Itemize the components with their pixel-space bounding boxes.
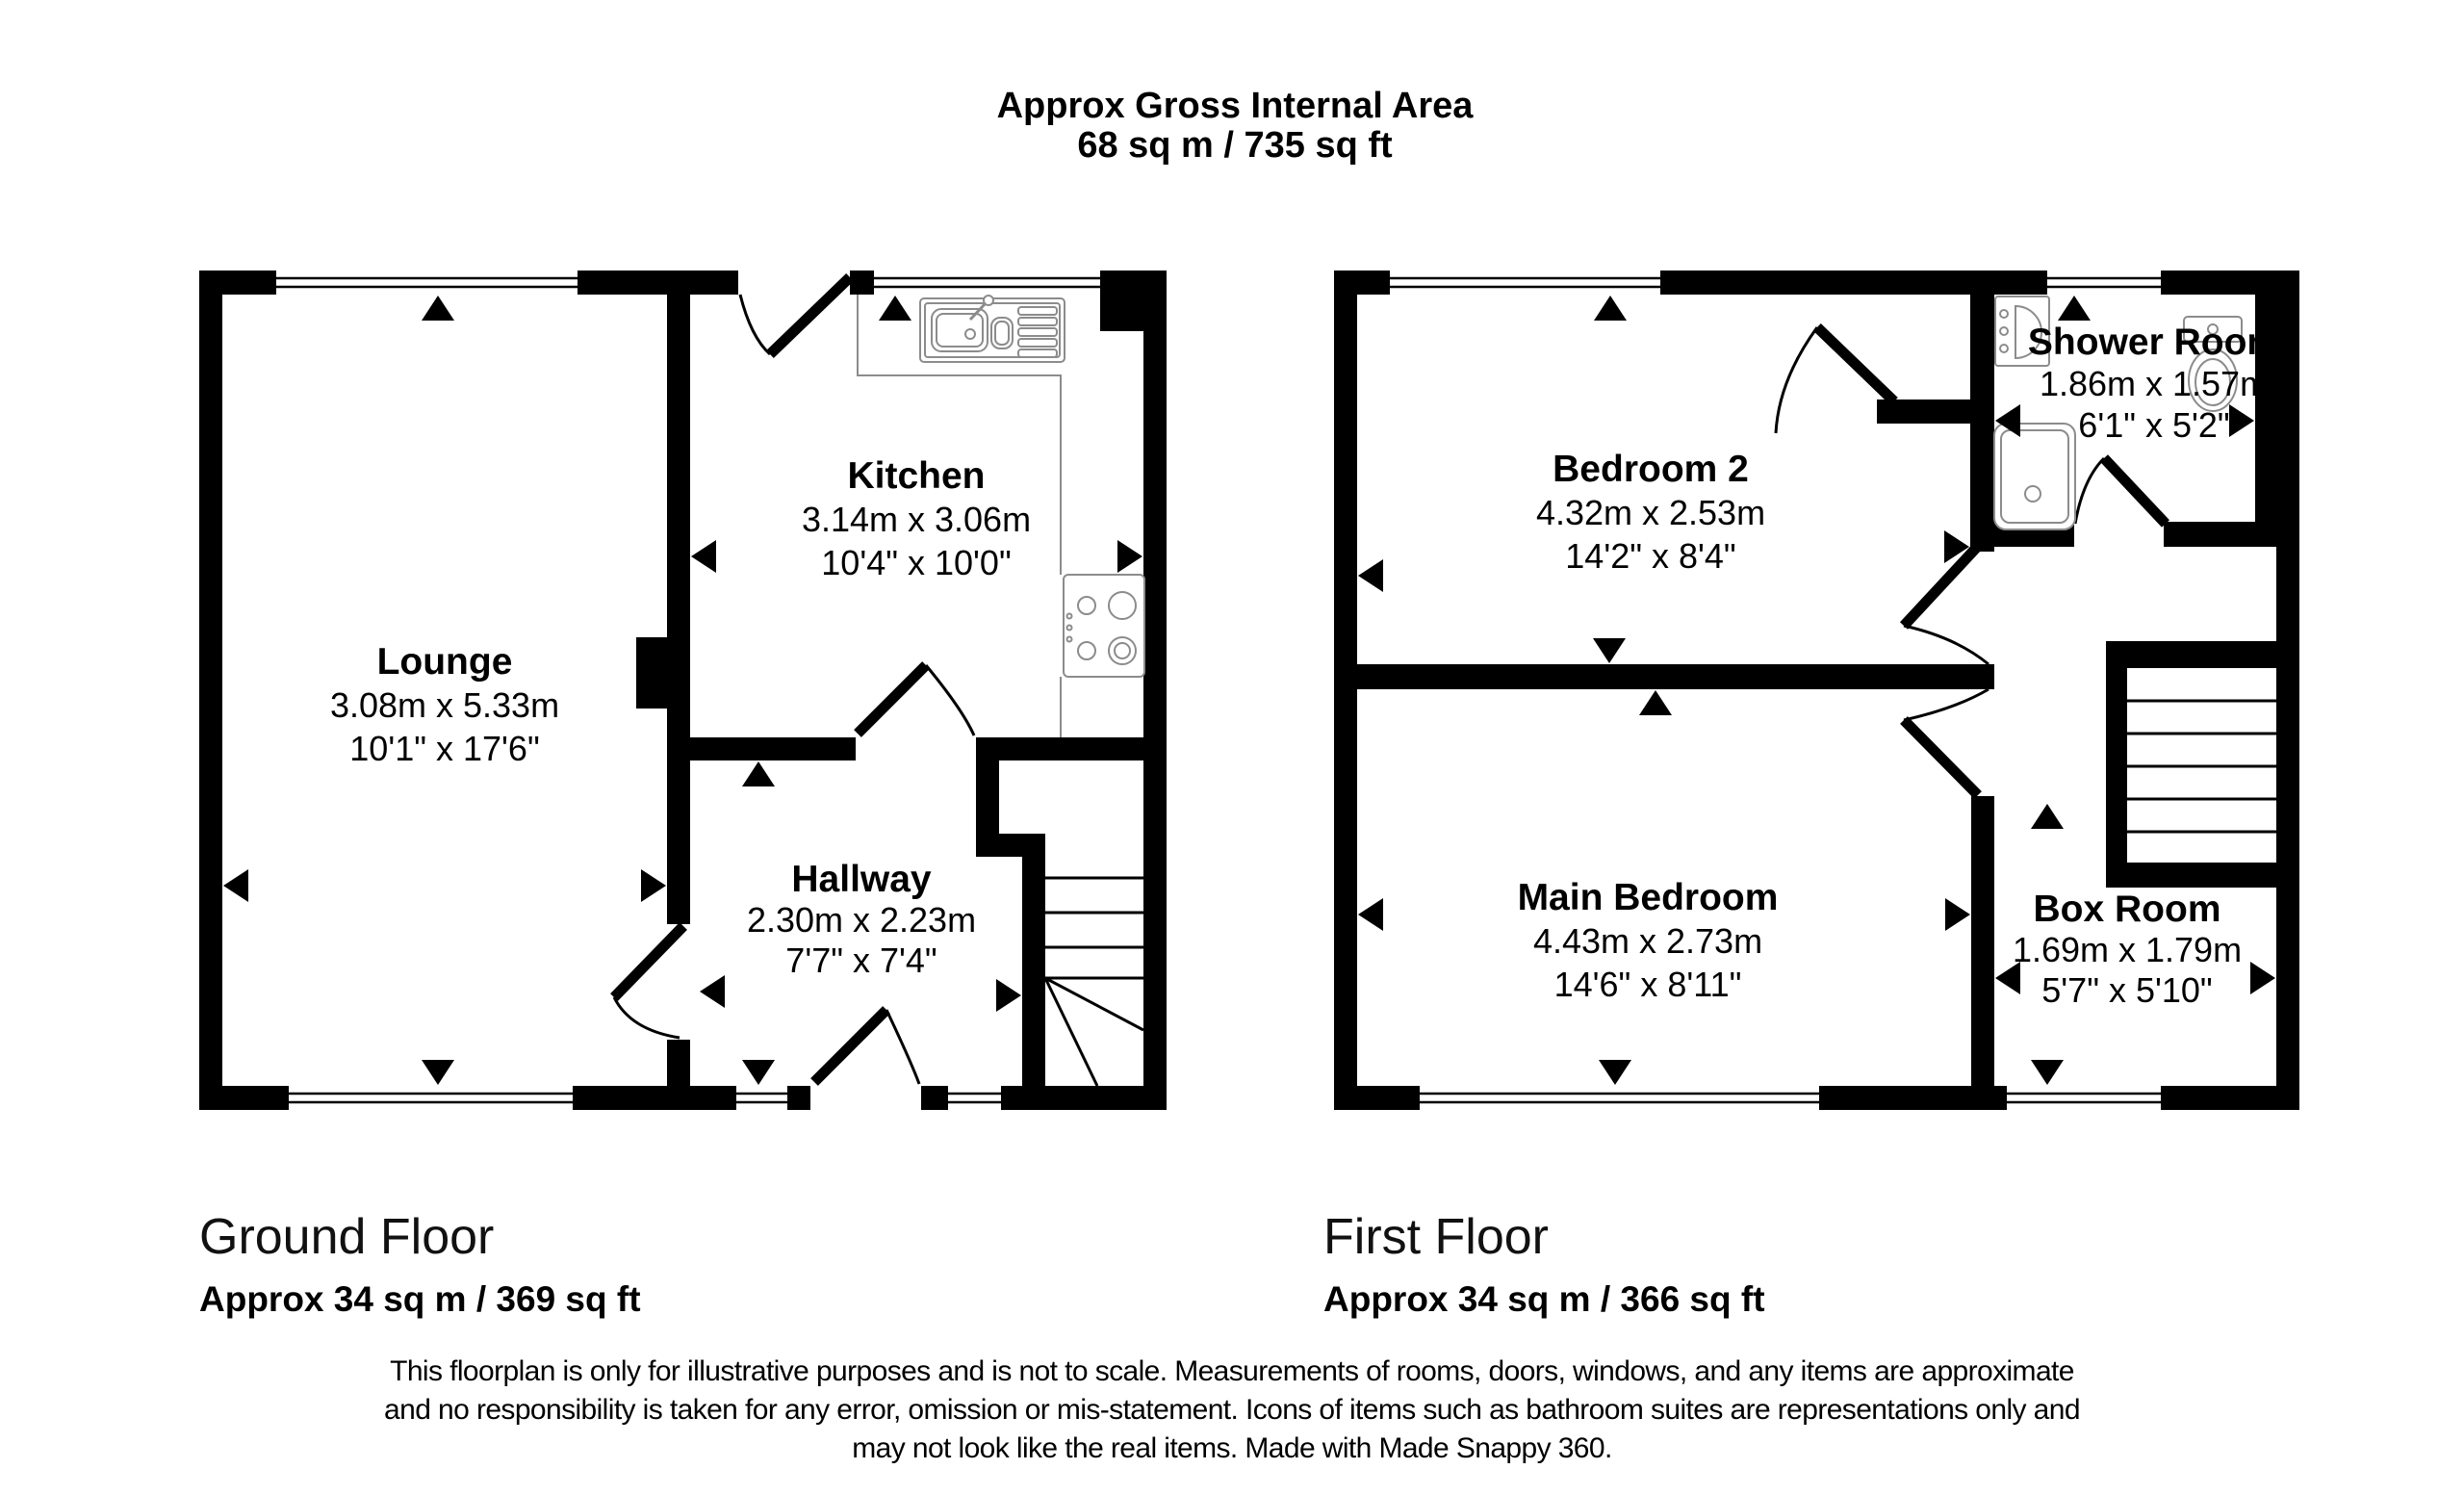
room-size-imperial: 14'6" x 8'11" [1553, 965, 1742, 1004]
hob-icon [1064, 575, 1144, 677]
room-size-imperial: 14'2" x 8'4" [1565, 536, 1736, 576]
room-label-bedroom-2 [1536, 449, 1765, 576]
room-size-imperial: 10'1" x 17'6" [349, 729, 540, 768]
room-label-box-room [2013, 889, 2242, 1010]
room-size-metric: 4.43m x 2.73m [1532, 921, 1763, 961]
window-icon [736, 1086, 787, 1110]
room-label-hallway [747, 859, 976, 980]
door-icon [810, 1010, 921, 1110]
marker-up [879, 296, 911, 321]
room-size-metric: 3.14m x 3.06m [801, 500, 1032, 539]
room-size-imperial: 5'7" x 5'10" [2041, 970, 2213, 1010]
room-size-metric: 1.69m x 1.79m [2012, 930, 2243, 969]
door-icon [738, 271, 850, 354]
room-size-imperial: 10'4" x 10'0" [821, 543, 1012, 582]
room-label-kitchen [802, 455, 1031, 582]
window-icon [1420, 1086, 1819, 1110]
marker-up [2058, 296, 2091, 321]
shower-tray-icon [1994, 424, 2075, 529]
marker-up [422, 296, 454, 321]
room-size-metric: 4.32m x 2.53m [1535, 493, 1766, 532]
door-icon [1776, 327, 1894, 433]
disclaimer-line-2: and no responsibility is taken for any error, omission or mis-statement. Icons of items such as bathroom suites are representations only and [384, 1394, 2080, 1426]
marker-left [691, 540, 716, 573]
marker-down [742, 1060, 775, 1085]
staircase-icon [2127, 701, 2276, 832]
door-icon [1904, 689, 1989, 795]
room-size-imperial: 7'7" x 7'4" [785, 941, 937, 980]
marker-right [641, 869, 666, 902]
room-name: Main Bedroom [1517, 877, 1779, 918]
ground-floor-area: Approx 34 sq m / 369 sq ft [199, 1279, 641, 1319]
window-icon [2047, 271, 2161, 295]
marker-left [1358, 559, 1383, 592]
room-name: Lounge [376, 641, 513, 683]
marker-right [996, 979, 1021, 1012]
gross-area-value: 68 sq m / 735 sq ft [1077, 125, 1393, 166]
door-icon [614, 926, 683, 1038]
room-size-metric: 2.30m x 2.23m [746, 900, 977, 940]
marker-right [2229, 404, 2254, 437]
marker-left [700, 975, 725, 1008]
room-size-metric: 3.08m x 5.33m [329, 685, 560, 725]
ground-floor-plan [199, 271, 1167, 1110]
first-floor-caption: First Floor [1323, 1209, 1549, 1265]
first-floor-plan [1334, 271, 2299, 1110]
marker-up [742, 761, 775, 786]
marker-right [1945, 898, 1970, 931]
marker-left [1358, 898, 1383, 931]
disclaimer-line-1: This floorplan is only for illustrative purposes and is not to scale. Measurements of rooms, doors, windows, and any items are approximate [390, 1355, 2074, 1387]
room-name: Bedroom 2 [1553, 449, 1749, 490]
gross-area-title: Approx Gross Internal Area [996, 86, 1474, 126]
marker-left [223, 869, 248, 902]
window-icon [2007, 1086, 2161, 1110]
window-icon [276, 271, 578, 295]
room-name: Hallway [791, 859, 932, 900]
marker-down [1599, 1060, 1631, 1085]
window-icon [874, 271, 1100, 295]
staircase-icon [1045, 878, 1143, 1086]
room-size-imperial: 6'1" x 5'2" [2078, 405, 2230, 445]
room-name: Box Room [2033, 889, 2221, 930]
room-name: Shower Room [2027, 322, 2281, 363]
room-label-main-bedroom [1518, 877, 1779, 1004]
window-icon [1390, 271, 1660, 295]
kitchen-sink-icon [920, 296, 1065, 362]
ground-floor-caption: Ground Floor [199, 1209, 495, 1265]
disclaimer [384, 1355, 2080, 1464]
first-floor-area: Approx 34 sq m / 366 sq ft [1323, 1279, 1765, 1319]
door-icon [1904, 544, 1989, 664]
marker-down [2031, 1060, 2064, 1085]
room-label-lounge [330, 641, 559, 768]
room-name: Kitchen [847, 455, 986, 497]
marker-up [1594, 296, 1627, 321]
marker-up [1639, 690, 1672, 715]
marker-down [1593, 638, 1626, 663]
window-icon [948, 1086, 1001, 1110]
disclaimer-line-3: may not look like the real items. Made with Made Snappy 360. [852, 1432, 1612, 1464]
door-icon [2075, 458, 2166, 524]
floor-captions [199, 1209, 1765, 1319]
window-icon [289, 1086, 573, 1110]
header [997, 86, 1475, 166]
room-size-metric: 1.86m x 1.57m [2039, 364, 2270, 403]
marker-up [2031, 804, 2064, 829]
door-icon [858, 665, 974, 735]
marker-down [422, 1060, 454, 1085]
marker-right [1117, 540, 1142, 573]
marker-right [2250, 962, 2275, 994]
